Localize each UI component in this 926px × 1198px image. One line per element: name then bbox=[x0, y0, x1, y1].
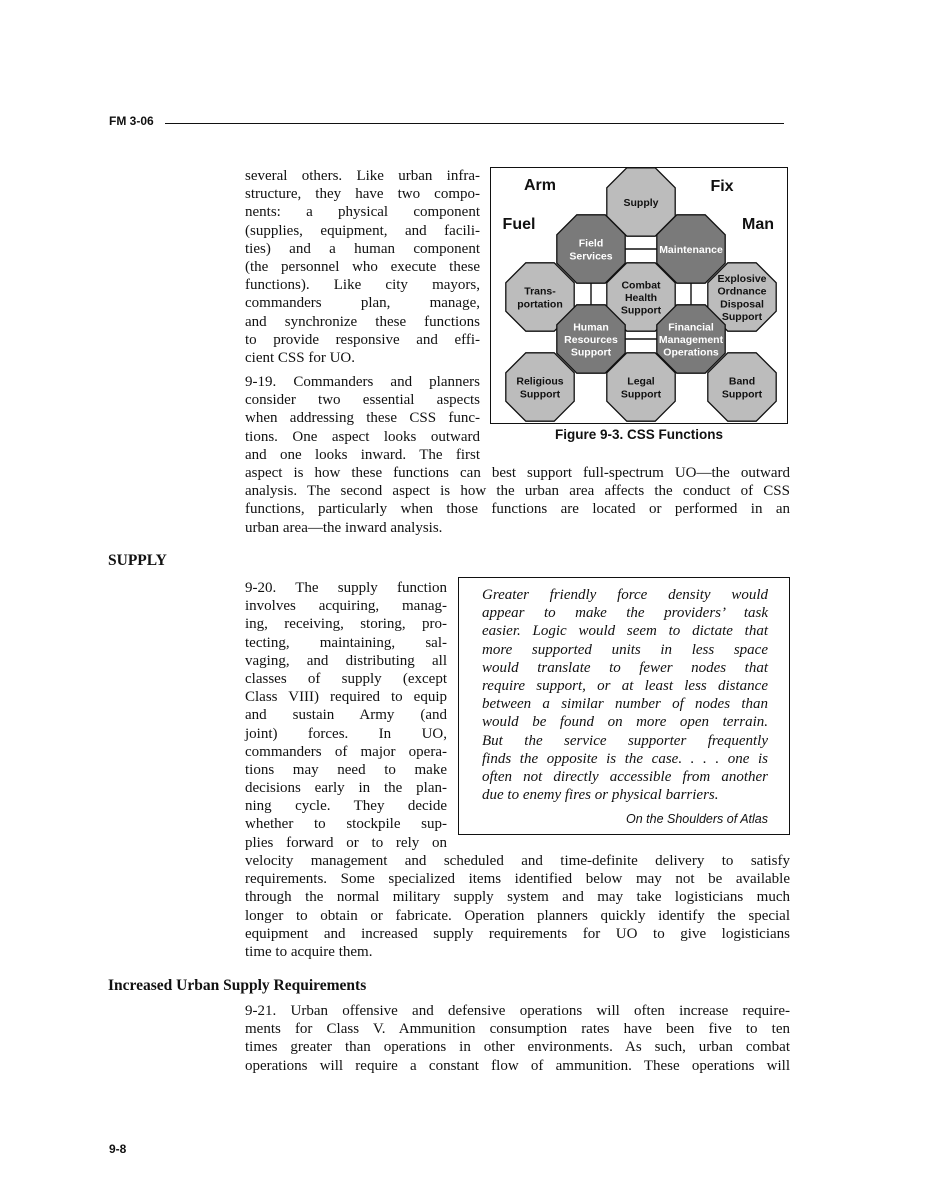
text-line: 9-20. The supply function bbox=[245, 580, 447, 596]
quote-line: easier. Logic would seem to dictate that bbox=[482, 623, 768, 640]
node-maintenance bbox=[657, 215, 725, 283]
text-line: and synchronize these functions bbox=[245, 313, 480, 330]
quote-line: appear to make the providers’ task bbox=[482, 605, 768, 622]
node-field-services bbox=[557, 215, 625, 283]
text-line: involves acquiring, manag- bbox=[245, 598, 447, 615]
quote-line: often not directly accessible from another bbox=[482, 768, 768, 785]
paragraph-9-19-wide bbox=[245, 464, 790, 537]
text-line: when addressing these CSS func- bbox=[245, 410, 480, 427]
node-label-line: Support bbox=[620, 304, 662, 317]
text-line: and sustain Army (and bbox=[245, 707, 447, 724]
text-line: functions). Like city mayors, bbox=[245, 277, 480, 294]
node-label-line: Support bbox=[721, 310, 763, 323]
quote-line: due to enemy fires or physical barriers. bbox=[482, 787, 719, 804]
running-header: FM 3-06 bbox=[109, 114, 154, 128]
corner-label-fix: Fix bbox=[710, 178, 734, 195]
node-label-line: Explosive bbox=[717, 273, 767, 286]
text-line: 9-21. Urban offensive and defensive operations will often increase require- bbox=[245, 1003, 790, 1019]
node-label-line: Disposal bbox=[720, 298, 764, 311]
text-line: cient CSS for UO. bbox=[245, 349, 355, 366]
figure-caption: Figure 9-3. CSS Functions bbox=[554, 427, 724, 442]
node-label-line: Support bbox=[721, 388, 763, 401]
text-line: and one looks inward. The first bbox=[245, 446, 480, 463]
text-line: commanders plan, manage, bbox=[245, 295, 480, 312]
node-label-line: Resources bbox=[564, 334, 618, 346]
text-line: ments for Class V. Ammunition consumption rates have been five to ten bbox=[245, 1021, 790, 1038]
quote-line: more supported units in less space bbox=[482, 641, 768, 658]
quote-line: Greater friendly force density would bbox=[482, 587, 768, 603]
node-label-line: Combat bbox=[621, 279, 661, 292]
text-line: times greater than operations in other environments. As such, urban combat bbox=[245, 1039, 790, 1056]
text-line: tions. One aspect looks outward bbox=[245, 428, 480, 445]
text-line: ing, receiving, storing, pro- bbox=[245, 616, 447, 633]
corner-label-arm: Arm bbox=[523, 177, 557, 194]
node-label-line: Operations bbox=[663, 346, 719, 359]
section-heading-supply: SUPPLY bbox=[108, 552, 167, 569]
node-label-line: Support bbox=[519, 388, 561, 401]
node-legal bbox=[607, 353, 675, 421]
intro-paragraph bbox=[245, 167, 480, 367]
page-number: 9-8 bbox=[109, 1142, 127, 1156]
text-line: analysis. The second aspect is how the urban area affects the conduct of CSS bbox=[245, 483, 790, 500]
node-label-line: Health bbox=[624, 292, 658, 304]
node-label-line: Maintenance bbox=[659, 244, 723, 256]
quote-line: between a similar number of nodes than bbox=[482, 696, 768, 713]
quote-line: require support, or at least less distance bbox=[482, 677, 768, 694]
text-line: ning cycle. They decide bbox=[245, 798, 447, 815]
node-label-line: Religious bbox=[516, 375, 564, 388]
quote-line: finds the opposite is the case. . . . one is bbox=[482, 750, 768, 767]
paragraph-9-19-narrow bbox=[245, 373, 480, 464]
text-line: (the personnel who execute these bbox=[245, 258, 480, 275]
node-label-line: Support bbox=[620, 388, 662, 401]
text-line: through the normal military supply system and may take logisticians much bbox=[245, 889, 790, 906]
text-line: several others. Like urban infra- bbox=[245, 168, 480, 184]
node-label-line: Management bbox=[658, 334, 724, 346]
text-line: 9-19. Commanders and planners bbox=[245, 374, 480, 390]
text-line: time to acquire them. bbox=[245, 943, 373, 960]
text-line: consider two essential aspects bbox=[245, 392, 480, 409]
node-label-line: Support bbox=[570, 346, 612, 359]
quote-line: But the service supporter frequently bbox=[482, 732, 768, 749]
text-line: structure, they have two compo- bbox=[245, 186, 480, 203]
text-line: requirements. Some specialized items identified below may not be available bbox=[245, 871, 790, 888]
text-line: plies forward or to rely on bbox=[245, 834, 447, 851]
text-line: ties) and a human component bbox=[245, 240, 480, 257]
node-label-line: Field bbox=[578, 237, 604, 250]
node-financial bbox=[657, 305, 725, 373]
subsection-heading-increased-supply: Increased Urban Supply Requirements bbox=[108, 977, 367, 994]
text-line: aspect is how these functions can best support full-spectrum UO—the outward bbox=[245, 465, 790, 481]
text-line: decisions early in the plan- bbox=[245, 780, 447, 797]
text-line: joint) forces. In UO, bbox=[245, 725, 447, 742]
node-label-line: Legal bbox=[627, 375, 655, 388]
node-label-line: Band bbox=[728, 375, 756, 388]
node-label-line: Services bbox=[569, 250, 613, 263]
text-line: classes of supply (except bbox=[245, 670, 447, 687]
paragraph-9-21 bbox=[245, 1002, 790, 1075]
text-line: velocity management and scheduled and time-definite delivery to satisfy bbox=[245, 853, 790, 869]
text-line: Class VIII) required to equip bbox=[245, 689, 447, 706]
text-line: nents: a physical component bbox=[245, 204, 480, 221]
quote-source: On the Shoulders of Atlas bbox=[626, 812, 768, 826]
text-line: functions, particularly when those functions are located or performed in an bbox=[245, 501, 790, 518]
node-label-line: Trans- bbox=[524, 285, 556, 298]
node-label-line: portation bbox=[517, 298, 563, 311]
text-line: commanders of major opera- bbox=[245, 743, 447, 760]
node-label-line: Ordnance bbox=[717, 285, 767, 298]
quote-line: would be found on more open terrain. bbox=[482, 714, 768, 731]
text-line: vaging, and distributing all bbox=[245, 652, 447, 669]
text-line: equipment and increased supply requirements for UO to give logisticians bbox=[245, 925, 790, 942]
node-human-resources bbox=[557, 305, 625, 373]
text-line: operations will require a constant flow of ammunition. These operations will bbox=[245, 1057, 790, 1074]
text-line: tecting, maintaining, sal- bbox=[245, 634, 447, 651]
node-label-line: Human bbox=[573, 321, 609, 334]
node-religious bbox=[506, 353, 574, 421]
node-label-line: Financial bbox=[668, 321, 714, 334]
node-label-line: Supply bbox=[623, 197, 659, 209]
paragraph-9-20-wide bbox=[245, 852, 790, 961]
text-line: (supplies, equipment, and facili- bbox=[245, 222, 480, 239]
css-functions-diagram bbox=[490, 167, 788, 424]
text-line: to provide responsive and effi- bbox=[245, 331, 480, 348]
text-line: longer to obtain or fabricate. Operation planners quickly identify the special bbox=[245, 907, 790, 924]
quote-text bbox=[482, 586, 768, 804]
text-line: whether to stockpile sup- bbox=[245, 816, 447, 833]
node-band bbox=[708, 353, 776, 421]
text-line: urban area—the inward analysis. bbox=[245, 519, 443, 536]
corner-label-man: Man bbox=[742, 216, 774, 233]
text-line: tions may need to make bbox=[245, 761, 447, 778]
quote-line: would translate to fewer nodes that bbox=[482, 659, 768, 676]
paragraph-9-20-narrow bbox=[245, 579, 447, 852]
header-rule bbox=[165, 123, 784, 124]
corner-label-fuel: Fuel bbox=[502, 216, 536, 233]
